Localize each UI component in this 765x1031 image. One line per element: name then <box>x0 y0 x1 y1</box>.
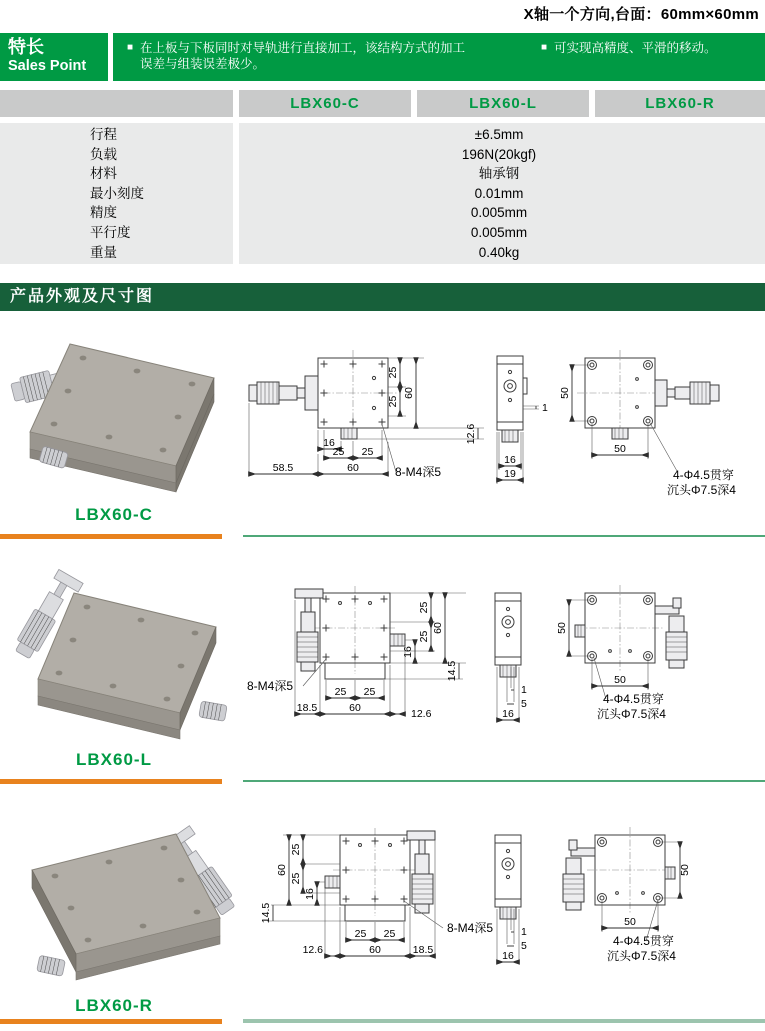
dim-label: 50 <box>679 864 691 876</box>
dim-label: 1 <box>521 684 527 696</box>
bottom-view <box>559 350 736 497</box>
dim-label: 60 <box>276 864 288 876</box>
dim-label: 25 <box>387 395 399 408</box>
dim-label: 12.6 <box>411 708 432 720</box>
hole-note-2: 沉头Φ7.5深4 <box>607 949 676 963</box>
dim-label: 50 <box>614 674 626 686</box>
dim-label: 1 <box>521 926 527 938</box>
dim-label: 12.6 <box>302 944 323 956</box>
sales-bullet-2-text: 可实现高精度、平滑的移动。 <box>554 41 717 55</box>
spec-header-lbx60-l: LBX60-L <box>417 90 589 117</box>
dim-label: 25 <box>363 686 376 698</box>
table-row: 重量 0.40kg <box>90 244 520 260</box>
bottom-view <box>556 585 687 721</box>
dim-label: 14.5 <box>446 660 458 682</box>
product-photo-lbx60-c <box>8 320 236 504</box>
dim-label: 60 <box>347 462 359 474</box>
hole-note-1: 4-Φ4.5贯穿 <box>613 934 674 948</box>
dim-label: 50 <box>624 916 636 928</box>
divider-orange <box>0 779 222 784</box>
dimension-drawings-lbx60-c <box>245 338 765 506</box>
spec-table-body <box>0 123 765 264</box>
sales-bullet-2 <box>541 40 717 81</box>
dim-label: 25 <box>332 446 345 458</box>
divider-orange <box>0 534 222 539</box>
dim-label: 50 <box>556 622 568 634</box>
dim-label: 25 <box>354 928 367 940</box>
front-view <box>249 350 484 479</box>
sales-point-bullets <box>113 33 765 81</box>
dim-label: 18.5 <box>412 944 434 956</box>
dim-label: 14.5 <box>260 902 272 924</box>
side-view <box>495 593 527 720</box>
table-row: 行程 ±6.5mm <box>90 127 524 142</box>
bullet-square-icon: ■ <box>541 42 548 53</box>
dim-label: 60 <box>369 944 381 956</box>
divider-orange <box>0 1019 222 1024</box>
side-view <box>495 835 527 962</box>
dim-label: 5 <box>521 698 527 710</box>
sales-bullet-1 <box>127 40 517 81</box>
dim-label: 18.5 <box>296 702 318 714</box>
dim-label: 25 <box>383 928 396 940</box>
spec-header-empty <box>0 90 233 117</box>
sales-point-title-en: Sales Point <box>8 58 87 74</box>
dim-label: 5 <box>521 940 527 952</box>
dim-label: 16 <box>304 888 316 900</box>
table-row: 平行度 0.005mm <box>90 224 528 240</box>
sales-point-title-zh: 特长 <box>8 37 44 57</box>
side-view <box>497 356 548 484</box>
table-row: 精度 0.005mm <box>90 205 528 221</box>
bullet-square-icon: ■ <box>127 42 134 53</box>
sales-bullet-1-text: 在上板与下板同时对导轨进行直接加工，该结构方式的加工 误差与组装误差极少。 <box>140 41 466 71</box>
dim-label: 25 <box>387 366 399 379</box>
dim-label: 19 <box>504 468 516 480</box>
hole-note-1: 4-Φ4.5贯穿 <box>673 468 734 482</box>
bottom-view <box>563 827 691 963</box>
dim-label: 12.6 <box>465 423 477 445</box>
table-row: 最小刻度 0.01mm <box>90 185 524 201</box>
dim-label: 25 <box>290 843 302 856</box>
sales-point-section <box>0 33 765 81</box>
dim-label: 60 <box>403 387 415 399</box>
table-row: 负载 196N(20kgf) <box>90 146 537 162</box>
dim-label: 60 <box>349 702 361 714</box>
divider-green <box>243 780 765 782</box>
spec-table-header <box>0 90 765 117</box>
dimension-drawings-lbx60-r <box>245 820 765 988</box>
hole-note-2: 沉头Φ7.5深4 <box>597 707 666 721</box>
divider-green <box>243 535 765 537</box>
spec-header-lbx60-c: LBX60-C <box>239 90 411 117</box>
front-view <box>260 828 493 956</box>
thread-note: 8-M4深5 <box>395 465 442 479</box>
dim-label: 16 <box>504 454 516 466</box>
dim-label: 1 <box>542 402 548 414</box>
front-view <box>247 586 466 720</box>
dim-label: 16 <box>323 437 335 449</box>
dim-label: 25 <box>290 872 302 885</box>
model-label-lbx60-l: LBX60-L <box>76 750 152 769</box>
sales-point-header <box>0 33 108 81</box>
dim-label: 25 <box>418 601 430 614</box>
dim-label: 25 <box>418 630 430 643</box>
dimension-drawings-lbx60-l <box>245 578 765 746</box>
dim-label: 58.5 <box>272 462 294 474</box>
model-label-lbx60-r: LBX60-R <box>75 996 153 1015</box>
thread-note: 8-M4深5 <box>247 679 294 693</box>
product-photo-lbx60-l <box>8 563 236 747</box>
dim-label: 50 <box>559 387 571 399</box>
thread-note: 8-M4深5 <box>447 921 494 935</box>
axis-spec-note: X轴一个方向,台面：60mm×60mm <box>523 6 759 23</box>
dim-label: 16 <box>502 708 514 720</box>
model-label-lbx60-c: LBX60-C <box>75 505 153 524</box>
dim-label: 60 <box>432 622 444 634</box>
spec-header-lbx60-r: LBX60-R <box>595 90 765 117</box>
divider-green-bottom <box>243 1019 765 1023</box>
dim-label: 16 <box>402 646 414 658</box>
dim-label: 16 <box>502 950 514 962</box>
table-row: 材料 轴承钢 <box>90 166 520 182</box>
hole-note-1: 4-Φ4.5贯穿 <box>603 692 664 706</box>
hole-note-2: 沉头Φ7.5深4 <box>667 483 736 497</box>
dim-label: 25 <box>334 686 347 698</box>
section-banner: 产品外观及尺寸图 <box>0 283 765 311</box>
dim-label: 50 <box>614 443 626 455</box>
product-photo-lbx60-r <box>8 810 236 1000</box>
dim-label: 25 <box>361 446 374 458</box>
